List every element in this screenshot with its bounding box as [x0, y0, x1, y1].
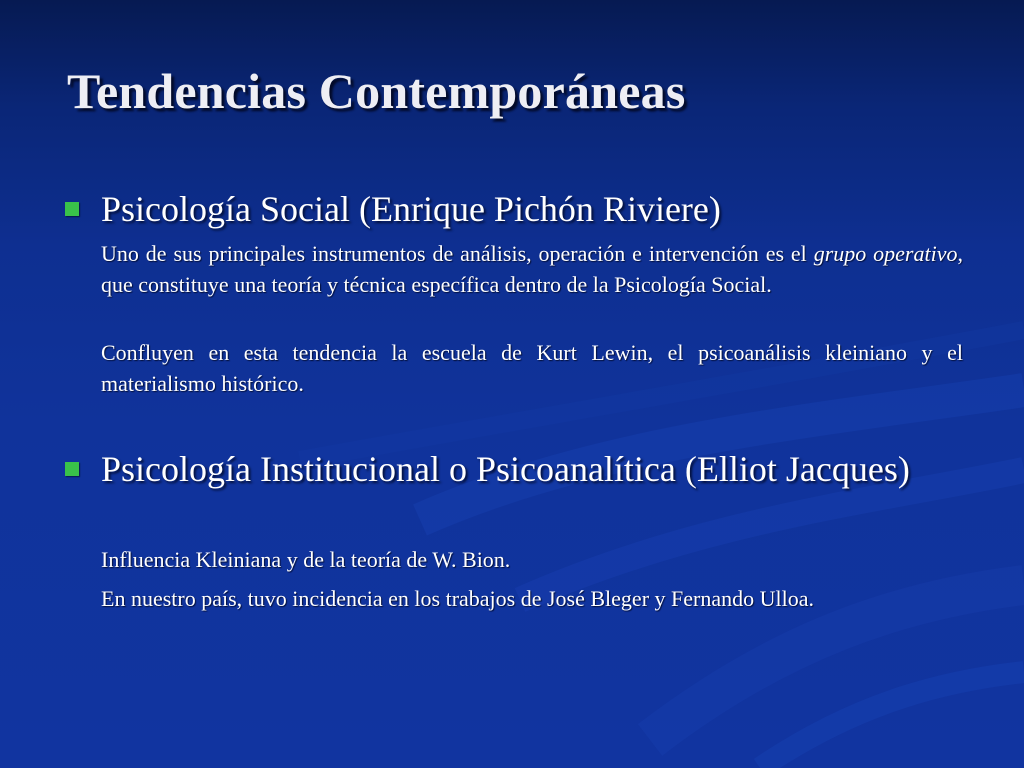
- emphasis-grupo-operativo: grupo operativo: [813, 241, 958, 266]
- paragraph-rest-text: , que constituye una teoría y técnica específica dentro de la Psicología Social.: [101, 241, 963, 297]
- section-heading-psicologia-social: Psicología Social (Enrique Pichón Riviere): [101, 189, 721, 229]
- bullet-square-icon: [65, 202, 79, 216]
- paragraph-lead-text: Uno de sus principales instrumentos de análisis, operación e intervención es el: [101, 241, 814, 266]
- slide-title: Tendencias Contemporáneas: [67, 63, 686, 119]
- bullet-square-icon: [65, 462, 79, 476]
- paragraph-grupo-operativo: [101, 238, 963, 300]
- paragraph-confluyen: Confluyen en esta tendencia la escuela de Kurt Lewin, el psicoanálisis kleiniano y el materialismo histórico.: [101, 340, 963, 396]
- paragraph-nuestro-pais: En nuestro país, tuvo incidencia en los trabajos de José Bleger y Fernando Ulloa.: [101, 586, 814, 611]
- section-heading-psicologia-institucional: Psicología Institucional o Psicoanalítica (Elliot Jacques): [101, 449, 910, 489]
- paragraph-influencia: Influencia Kleiniana y de la teoría de W. Bion.: [101, 547, 511, 572]
